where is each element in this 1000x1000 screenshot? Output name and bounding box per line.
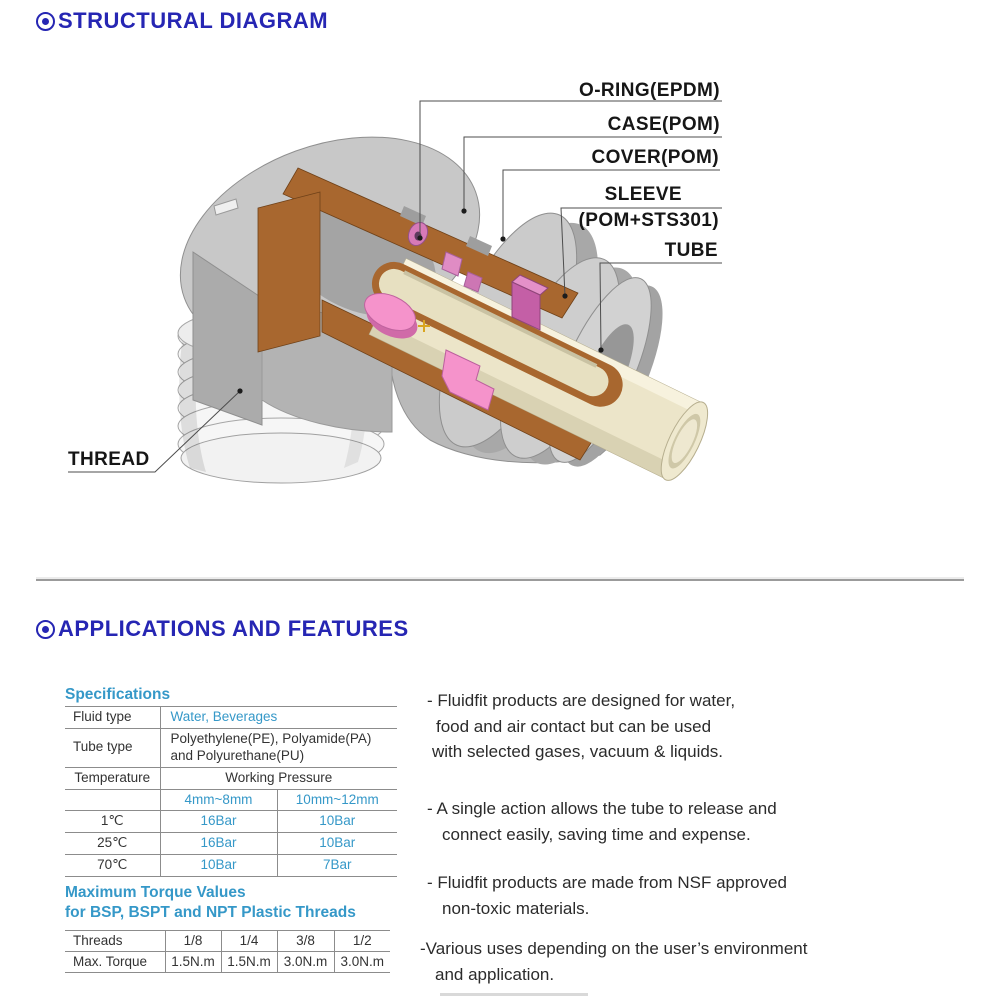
feature-line: - Fluidfit products are made from NSF approved xyxy=(427,873,787,892)
table-row xyxy=(65,728,397,767)
pressure-cell: 7Bar xyxy=(277,855,397,877)
fluid-type-label: Fluid type xyxy=(65,707,160,729)
label-thread: THREAD xyxy=(68,449,150,470)
temp-cell: 70℃ xyxy=(65,855,160,877)
size-range-large: 10mm~12mm xyxy=(277,789,397,811)
tube-type-value: Polyethylene(PE), Polyamide(PA) and Polyurethane(PU) xyxy=(160,728,397,767)
feature-line: connect easily, saving time and expense. xyxy=(442,824,751,844)
label-tube: TUBE xyxy=(664,240,718,261)
table-row xyxy=(65,811,397,833)
applications-title: APPLICATIONS AND FEATURES xyxy=(58,616,409,641)
torque-value: 3.0N.m xyxy=(277,952,334,973)
label-oring: O-RING(EPDM) xyxy=(579,80,720,101)
table-row xyxy=(65,952,390,973)
thread-size: 1/8 xyxy=(165,931,221,952)
bottom-line-fragment xyxy=(440,993,588,996)
table-row xyxy=(65,789,397,811)
feature-line: food and air contact but can be used xyxy=(436,716,712,736)
temp-cell: 25℃ xyxy=(65,833,160,855)
empty-cell xyxy=(65,789,160,811)
feature-line: non-toxic materials. xyxy=(442,898,590,918)
feature-line: - Fluidfit products are designed for water, xyxy=(427,691,736,710)
torque-value: 1.5N.m xyxy=(165,952,221,973)
torque-heading-line2: for BSP, BSPT and NPT Plastic Threads xyxy=(65,904,356,921)
label-cover: COVER(POM) xyxy=(591,147,719,168)
working-pressure-label: Working Pressure xyxy=(160,767,397,789)
feature-line: - A single action allows the tube to release and xyxy=(427,799,777,818)
pressure-cell: 10Bar xyxy=(277,833,397,855)
feature-bullet-1 xyxy=(427,688,735,765)
feature-bullet-4 xyxy=(420,936,807,987)
pressure-cell: 16Bar xyxy=(160,833,277,855)
feature-line: -Various uses depending on the user’s environment xyxy=(420,939,808,958)
torque-heading-line1: Maximum Torque Values xyxy=(65,884,246,901)
table-row xyxy=(65,767,397,789)
table-row xyxy=(65,855,397,877)
threads-label: Threads xyxy=(65,931,165,952)
section-divider-line xyxy=(36,579,964,581)
feature-line: and application. xyxy=(435,964,555,984)
thread-size: 1/2 xyxy=(334,931,390,952)
label-sleeve-line1: SLEEVE xyxy=(604,184,682,205)
feature-bullet-3 xyxy=(427,870,787,921)
applications-heading xyxy=(36,616,409,642)
temperature-label: Temperature xyxy=(65,767,160,789)
table-row xyxy=(65,833,397,855)
size-range-small: 4mm~8mm xyxy=(160,789,277,811)
label-case: CASE(POM) xyxy=(607,114,720,135)
table-row xyxy=(65,707,397,729)
temp-cell: 1℃ xyxy=(65,811,160,833)
specifications-heading: Specifications xyxy=(65,686,171,703)
tube-type-label: Tube type xyxy=(65,728,160,767)
feature-line: with selected gases, vacuum & liquids. xyxy=(432,742,724,761)
max-torque-label: Max. Torque xyxy=(65,952,165,973)
feature-bullet-2 xyxy=(427,796,777,847)
pressure-cell: 10Bar xyxy=(160,855,277,877)
pressure-cell: 16Bar xyxy=(160,811,277,833)
torque-table xyxy=(65,930,390,973)
circled-dot-icon xyxy=(36,620,55,639)
pressure-cell: 10Bar xyxy=(277,811,397,833)
label-sleeve-line2: (POM+STS301) xyxy=(578,210,719,231)
thread-size: 1/4 xyxy=(221,931,277,952)
specifications-table xyxy=(65,706,397,877)
torque-value: 3.0N.m xyxy=(334,952,390,973)
torque-value: 1.5N.m xyxy=(221,952,277,973)
fluid-type-value: Water, Beverages xyxy=(160,707,397,729)
structural-diagram-title: STRUCTURAL DIAGRAM xyxy=(58,8,329,33)
thread-size: 3/8 xyxy=(277,931,334,952)
table-row xyxy=(65,931,390,952)
